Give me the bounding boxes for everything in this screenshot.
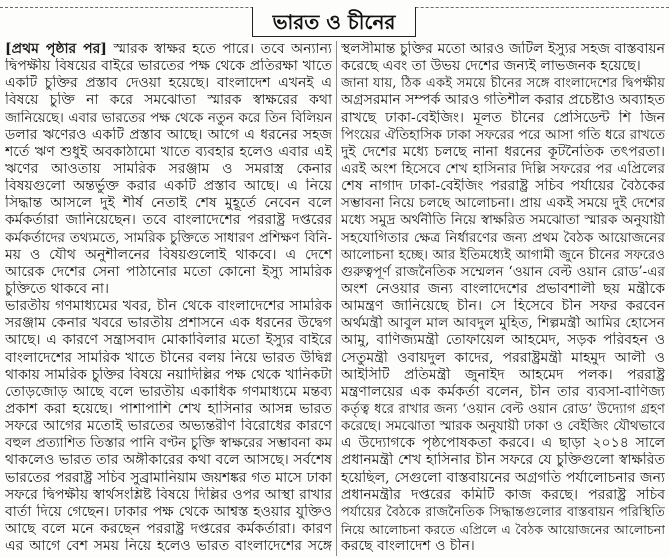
text-line [341,418,665,435]
text-line [341,538,665,555]
line-text: পিংয়ের ঐতিহাসিক ঢাকা সফরের পরে আসা গতি ধরে রাখতে [341,127,665,143]
line-content [5,195,332,211]
line-text: ভারতীয় গণমাধ্যমের খবর, চীন থেকে বাংলাদেশের সামরিক [5,298,332,315]
line-text: বিষয়গুলো অন্তর্ভুক্ত করার একটি প্রস্তাব আছে। এ নিয়ে [5,178,332,195]
text-line [341,127,665,144]
text-line [341,195,665,212]
line-content [5,75,332,91]
text-line [5,487,332,504]
line-content [5,231,332,246]
line-content [341,452,665,468]
text-line [341,161,665,178]
line-content [341,350,665,366]
line-content [341,402,665,417]
line-content [5,178,332,194]
line-content [341,538,475,554]
line-content [341,161,665,177]
line-text: ডলার ঋণেরও একটি প্রস্তাব আছে। আগে এ ধরনের সহজ [5,126,332,143]
line-text: জানিয়েছে। এবার ভারতের পক্ষ থেকে নতুন করে তিন বিলিয়ন [5,110,332,126]
line-text: এ উদ্যোগকে পৃষ্ঠপোষকতা করবে। এ ছাড়া ২০১৪ সালে [341,435,665,452]
text-line [341,367,665,384]
text-line [341,41,665,58]
line-text: প্রধানমন্ত্রীর দপ্তরের কমিটি কাজ করছে। পররাষ্ট্র সচিব [341,486,665,503]
line-text: ময় ও যৌথ অনুশীলনের বিষয়গুলোই থাকবে। এ দেশে [5,246,332,263]
line-text: পর্যায়ের বৈঠকে রাজনৈতিক সিদ্ধান্তগুলোর বাস্তবায়ন পরিস্থিতি [341,504,665,520]
text-line [5,110,332,127]
text-line [5,538,332,555]
text-line [341,504,665,521]
text-line [341,350,665,367]
line-content [5,247,332,263]
line-text: এর আগে বেশ সময় নিয়ে হলেও ভারত বাংলাদেশের সঙ্গে [5,538,332,555]
text-line [5,144,332,161]
line-text: এরই অংশ হিসেবে শেখ হাসিনার দিল্লি সফরের পর এপ্রিলের [341,160,665,177]
text-line [5,350,332,367]
line-content [5,281,109,297]
line-content [341,144,665,160]
line-text: মধ্যে সমুদ্র অর্থনীতি নিয়ে স্বাক্ষরিত সমঝোতা স্মারক অনুযায়ী [341,213,665,229]
text-line [5,504,332,521]
line-text: থাকলেও ভারত তার অঙ্গীকারের কথা বলে আসছে। সর্বশেষ [5,452,332,469]
line-text: নিয়ে আলোচনা করতে এপ্রিলে এ বৈঠক আয়োজনের আলোচনা [341,521,665,537]
text-line [341,212,665,229]
line-content [341,332,665,348]
text-line [341,401,665,418]
text-line [5,435,332,452]
line-content [341,435,665,451]
line-content [5,504,332,520]
text-line [341,230,665,247]
text-line [341,487,665,504]
line-content [341,41,665,57]
line-text: বিষয়ে চুক্তি না করে সমঝোতা স্মারক স্বাক্ষরের কথা [5,92,332,109]
line-text: মন্ত্রণালয়ের এক কর্মকর্তা বলেন, চীন তার ব্যবসা-বাণিজ্য [341,383,665,400]
line-text: আছে বলে মনে করছেন পররাষ্ট্র দপ্তরের কর্মকর্তারা। কারণ [5,520,332,537]
line-text: ঋণের আওতায় সামরিক সরঞ্জাম ও সমরাস্ত্র কেনার [5,160,332,177]
text-line [5,470,332,487]
text-line [5,332,332,349]
line-content [341,419,665,434]
line-text: প্রকাশ করা হয়েছে। পাশাপাশি শেখ হাসিনার আসন্ন ভারত [5,400,332,417]
line-text: কর্তৃত্ব ধরে রাখার জন্য ‘ওয়ান বেল্ট ওয়ান রোড’ উদ্যোগ গ্রহণ [341,401,665,417]
line-content [5,58,332,74]
line-content [341,505,665,520]
text-line [5,195,332,212]
line-content [341,367,665,383]
text-line [341,75,665,92]
text-line [5,401,332,418]
continued-from-front-page-label: [প্রথম পৃষ্ঠার পর] [5,41,107,57]
line-text: জানা যায়, ঠিক একই সময়ে চীনের সঙ্গে বাংলাদেশের দ্বিপক্ষীয় [341,76,665,92]
line-content [5,384,332,400]
line-content [341,487,665,503]
line-text: করছে বাংলাদেশ ও চীন। [341,538,475,555]
line-text: ভারতের পররাষ্ট্র সচিব সুব্রামানিয়াম জয়শঙ্কর গত মাসে ঢাকা [5,469,332,486]
line-text: করেছে। সমঝোতা স্মারক অনুযায়ী ঢাকা ও বেইজিং যৌথভাবে [341,419,665,435]
text-line [341,281,665,298]
line-content [5,264,332,280]
text-line [341,92,665,109]
line-content [341,110,665,126]
line-content [341,522,665,537]
text-line [341,521,665,538]
text-line [5,298,332,315]
text-line [5,281,332,298]
line-text: সফরে দ্বিপক্ষীয় স্বার্থসংশ্লিষ্ট বিষয়ে দিল্লির ওপর আস্থা রাখার [5,486,332,503]
text-line [5,247,332,264]
line-text: একটি চুক্তির প্রস্তাব দেওয়া হয়েছে। বাংলাদেশ এখনই এ [5,75,332,92]
text-line [341,332,665,349]
text-line [5,521,332,538]
line-text: দুই দেশের মধ্যে চলছে নানা ধরনের কূটনৈতিক তৎপরতা। [341,143,665,160]
text-line [341,58,665,75]
text-line [341,110,665,127]
line-text: হয়েছিল, সেগুলো বাস্তবায়নের অগ্রগতি পর্যালোচনার জন্য [341,469,665,486]
line-text: কর্মকর্তারা জানিয়েছেন। তবে বাংলাদেশের পররাষ্ট্র দপ্তরের [5,212,332,229]
text-line [5,58,332,75]
line-text: অংশ নেওয়ার জন্য বাংলাদেশের প্রভাবশালী ছয় মন্ত্রীকে [341,280,665,297]
line-content [341,384,665,400]
line-content [5,111,332,126]
text-line [5,384,332,401]
line-content [341,230,665,246]
line-text: সহযোগিতার ক্ষেত্র নির্ধারণের জন্য প্রথম বৈঠক আয়োজনের [341,229,665,246]
text-line [5,127,332,144]
line-content [341,58,641,74]
line-content [341,281,665,297]
line-text: আমন্ত্রণ জানিয়েছে চীন। সে হিসেবে চীন সফর করবেন [341,298,665,315]
line-text: সেতুমন্ত্রী ওবায়দুল কাদের, পররাষ্ট্রমন্ত্রী মাহমুদ আলী ও [341,349,665,366]
text-line [341,144,665,161]
line-text: চুক্তিতে থাকবে না। [5,280,109,297]
text-line [5,161,332,178]
text-line [5,92,332,109]
line-text: বাংলাদেশের সামরিক খাতে চীনের বলয় নিয়ে ভারত উদ্বিগ্ন [5,349,332,366]
line-content [5,487,332,503]
text-line [5,178,332,195]
line-text: সরঞ্জাম কেনার খবরে ভারতীয় প্রশাসনে এক ধরনের উদ্বেগ [5,315,332,332]
line-text: করেছে এবং তা উভয় দেশের জন্যই লাভজনক হয়েছে। [341,58,641,75]
line-content [5,144,332,160]
text-line [341,452,665,469]
text-line [341,178,665,195]
line-text: তোড়জোড় আছে বলে ভারতীয় একাধিক গণমাধ্যমে মন্তব্য [5,383,332,400]
text-line [341,315,665,332]
line-content [5,367,332,383]
text-line [5,367,332,384]
line-text: অর্থমন্ত্রী আবুল মাল আবদুল মুহিত, শিল্পমন্ত্রী আমির হোসেন [341,315,665,332]
line-text: আমু, বাণিজ্যমন্ত্রী তোফায়েল আহমেদ, সড়ক পরিবহন ও [341,332,665,349]
line-text: বহুল প্রত্যাশিত তিস্তার পানি বণ্টন চুক্তি স্বাক্ষরের সম্ভাবনা কম [5,436,332,452]
line-text: স্থলসীমান্ত চুক্তির মতো আরও জটিল ইস্যুর সহজ বাস্তবায়ন [341,41,665,57]
column-divider [336,41,337,556]
line-text: গুরুত্বপূর্ণ রাজনৈতিক সম্মেলন ‘ওয়ান বেল্ট ওয়ান রোড’-এর [341,263,665,280]
line-content [5,538,332,554]
text-line [5,452,332,469]
line-text: দ্বিপক্ষীয় বিষয়ের বাইরে ভারতের পক্ষ থেকে প্রতিরক্ষা খাতে [5,58,332,75]
line-content [341,195,665,211]
line-content [341,298,665,314]
line-content [5,41,332,57]
headline-box [252,7,416,37]
line-text: স্মারক স্বাক্ষর হতে পারে। তবে অন্যান্য [113,41,332,57]
line-content [341,178,665,194]
line-content [341,92,665,108]
line-content [5,298,332,314]
text-line [341,298,665,315]
text-line [5,315,332,332]
text-line [341,470,665,487]
line-text: বার্তা দিয়ে গেছেন। ঢাকার পক্ষ থেকে আশ্বস্ত হওয়ার যুক্তিও [5,503,332,520]
text-line [341,435,665,452]
line-text: অগ্রসরমান সম্পর্ক আরও গতিশীল করার প্রচেষ্টাও অব্যাহত [341,92,665,109]
line-content [341,315,665,331]
line-content [341,128,665,143]
line-text: আছে। এ কারণে সন্ত্রাসবাদ মোকাবিলার মতো ইস্যুর বাইরে [5,332,332,349]
line-text: আইসিটি প্রতিমন্ত্রী জুনাইদ আহমেদ পলক। পররাষ্ট্র [341,366,665,383]
line-content [341,470,665,486]
text-line [341,247,665,264]
line-text: সফরে আগের মতোই ভারতের অভ্যন্তরীণ বিরোধের কারণে [5,418,332,435]
line-content [341,264,665,280]
article-column-left [5,41,332,557]
text-line [5,75,332,92]
line-content [341,248,665,263]
article-column-right [341,41,665,557]
line-content [5,401,332,417]
line-content [5,350,332,366]
line-content [5,452,332,468]
line-content [5,436,332,451]
line-content [5,315,332,331]
line-content [5,127,332,143]
text-line [5,264,332,281]
line-content [5,92,332,108]
line-content [341,213,665,228]
line-content [5,470,332,486]
line-text: কর্মকর্তাদের তথ্যমতে, সামরিক চুক্তিতে সাধারণ প্রশিক্ষণ বিনি- [5,230,332,246]
headline: ভারত ও চীনের [272,9,396,34]
line-text: সম্ভাবনা নিয়ে চলছে আলোচনা। প্রায় একই সময়ে দুই দেশের [341,195,665,212]
line-content [5,161,332,177]
line-text: আলোচনা হচ্ছে। আর ইতিমধ্যেই আগামী জুনে চীনের সফরেও [341,247,665,263]
text-line [5,418,332,435]
text-line [341,384,665,401]
text-line [341,264,665,281]
line-text: প্রধানমন্ত্রী শেখ হাসিনার চীন সফরে যে চুক্তিগুলো স্বাক্ষরিত [341,452,665,469]
line-text: রাখছে ঢাকা-বেইজিং। মূলত চীনের প্রেসিডেন্ট শি জিন [341,109,665,126]
line-text: আরেক দেশের সেনা পাঠানোর মতো কোনো ইস্যু সামরিক [5,263,332,280]
line-text: থাকায় সামরিক চুক্তির বিষয়ে নয়াদিল্লির পক্ষ থেকে খানিকটা [5,366,332,383]
line-content [5,418,332,434]
line-text: শেষ নাগাদ ঢাকা-বেইজিং পররাষ্ট্র সচিব পর্যায়ের বৈঠকের [341,178,665,195]
line-text: শর্তে ঋণ শুধুই অবকাঠামো খাতে ব্যবহার হলেও এবার এই [5,143,332,160]
line-content [5,212,332,228]
text-line [5,41,332,58]
text-line [5,230,332,247]
line-content [5,521,332,537]
line-content [341,76,665,91]
text-line [5,212,332,229]
line-content [5,332,332,348]
line-text: সিদ্ধান্ত আসলে দুই শীর্ষ নেতাই শেষ মুহূর্তে নেবেন বলে [5,195,332,212]
